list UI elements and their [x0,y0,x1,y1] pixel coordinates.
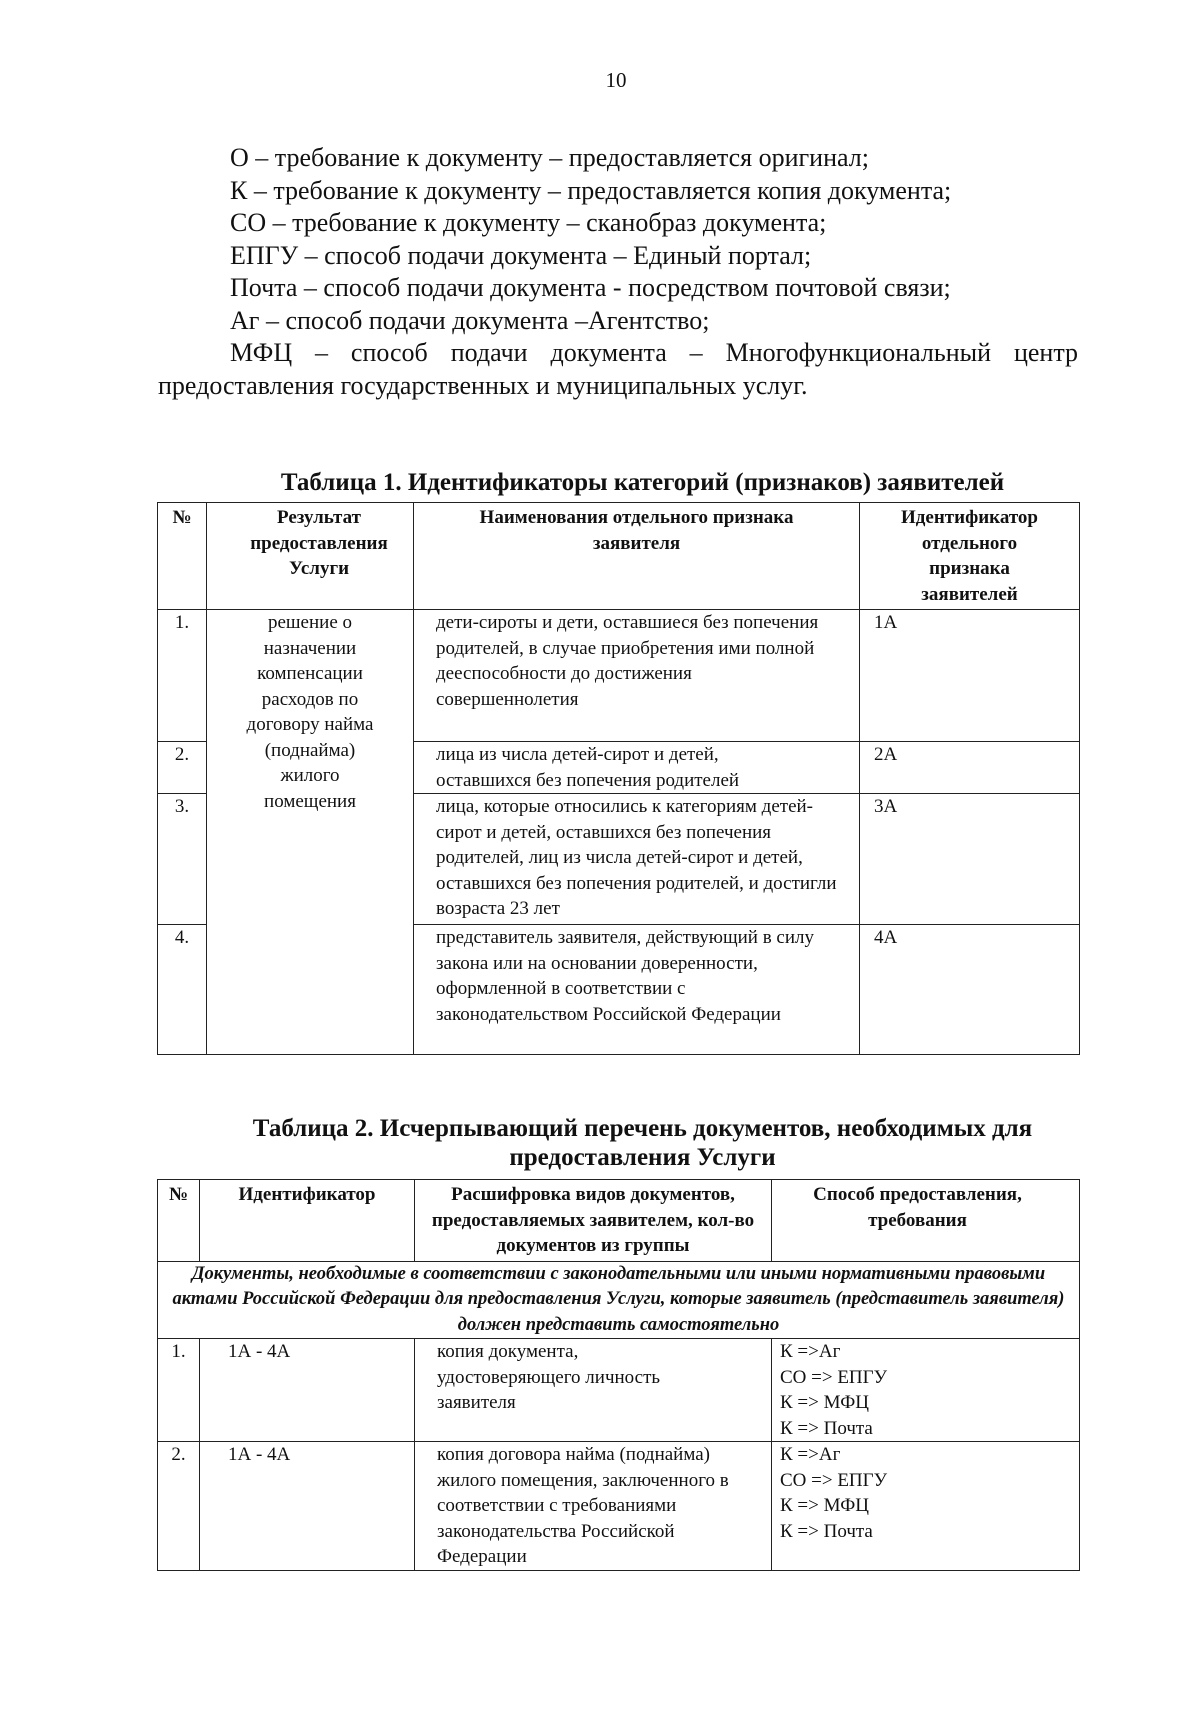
table1-header-num: № [158,503,207,610]
applicant-category-name: представитель заявителя, действующий в силу закона или на основании доверенности, оформленной в соответствии с законодательством Российской Федерации [414,925,860,1055]
applicant-category-id: 2А [860,742,1080,794]
table1-title: Таблица 1. Идентификаторы категорий (признаков) заявителей [280,469,1005,496]
legend-line-epgu: ЕПГУ – способ подачи документа – Единый портал; [230,240,812,270]
document-identifier: 1А - 4А [200,1442,415,1571]
table2-header-description: Расшифровка видов документов, предоставляемых заявителем, кол-во документов из группы [415,1180,772,1262]
legend-line-mfc: МФЦ – способ подачи документа – Многофункциональный центр предоставления государственных и муниципальных услуг. [158,338,1078,400]
page-number: 10 [605,68,627,92]
row-number: 1. [158,1339,200,1442]
legend-line-scan: СО – требование к документу – сканобраз документа; [230,208,827,237]
table-row [158,610,1080,742]
submission-method: К => Почта [780,1417,873,1439]
submission-methods [772,1442,1080,1571]
required-documents-table [157,1179,1080,1571]
document-description: копия документа, удостоверяющего личность заявителя [415,1339,772,1442]
applicant-categories-table [157,502,1080,1055]
legend-line-original: О – требование к документу – предоставляется оригинал; [230,143,869,172]
applicant-category-id: 3А [860,794,1080,925]
applicant-category-name: дети-сироты и дети, оставшиеся без попечения родителей, в случае приобретения ими полной дееспособности до достижения совершеннолетия [414,610,860,742]
document-description: копия договора найма (поднайма) жилого помещения, заключенного в соответствии с требованиями законодательства Российской Федерации [415,1442,772,1571]
submission-method: К =>Аг [780,1341,841,1362]
table2-header-identifier: Идентификатор [200,1180,415,1262]
section-heading: Документы, необходимые в соответствии с законодательными или иными нормативными правовыми актами Российской Федерации для предоставления Услуги, которые заявитель (представитель заявителя) должен представить самостоятельно [158,1261,1080,1339]
table2-header-num: № [158,1180,200,1262]
applicant-category-name: лица, которые относились к категориям детей-сирот и детей, оставшихся без попечения родителей, лиц из числа детей-сирот и детей, оставшихся без попечения родителей, и достигли возраста 23 лет [414,794,860,925]
submission-method: К => Почта [780,1520,873,1542]
row-number: 1. [158,610,207,742]
table2-header-row [158,1180,1080,1262]
submission-method: СО => ЕПГУ [780,1366,888,1388]
table1-header-identifier: Идентификатор отдельного признака заявителей [860,503,1080,610]
legend-line-post: Почта – способ подачи документа - посредством почтовой связи; [230,273,951,302]
section-row [158,1261,1080,1339]
service-result: решение о назначении компенсации расходов по договору найма (поднайма) жилого помещения [207,610,414,1055]
table2-header-method: Способ предоставления, требования [772,1180,1080,1262]
submission-method: К =>Аг [780,1444,841,1465]
submission-methods [772,1339,1080,1442]
row-number: 4. [158,925,207,1055]
legend-line-agency: Аг – способ подачи документа –Агентство; [230,305,710,335]
table1-header-result: Результат предоставления Услуги [207,503,414,610]
applicant-category-id: 4А [860,925,1080,1055]
table2-title: Таблица 2. Исчерпывающий перечень документов, необходимых для предоставления Услуги [252,1115,1033,1171]
row-number: 3. [158,794,207,925]
row-number: 2. [158,742,207,794]
applicant-category-id: 1А [860,610,1080,742]
submission-method: К => МФЦ [780,1495,869,1516]
table1-header-row [158,503,1080,610]
row-number: 2. [158,1442,200,1571]
legend-line-copy: К – требование к документу – предоставляется копия документа; [230,175,952,205]
submission-method: СО => ЕПГУ [780,1469,888,1491]
submission-method: К => МФЦ [780,1392,869,1413]
applicant-category-name: лица из числа детей-сирот и детей, оставшихся без попечения родителей [414,742,860,794]
table-row [158,1339,1080,1442]
document-identifier: 1А - 4А [200,1339,415,1442]
abbreviation-legend [158,142,1078,402]
table-row [158,1442,1080,1571]
table1-header-name: Наименования отдельного признака заявителя [414,503,860,610]
